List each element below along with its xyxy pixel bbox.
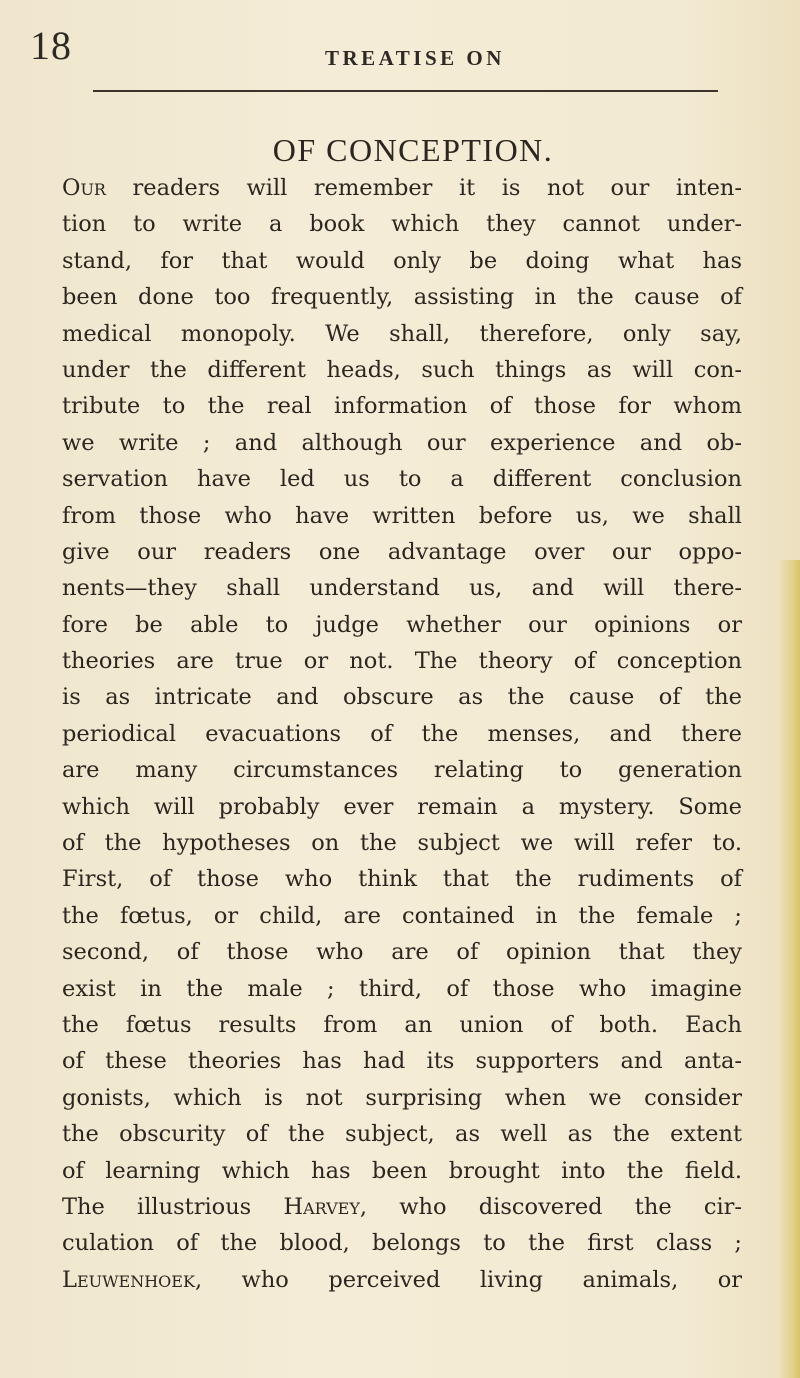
text-run: periodical evacuations of the menses, and there xyxy=(62,720,742,747)
text-run: theories are true or not. The theory of conception xyxy=(62,648,742,675)
text-line xyxy=(62,1189,742,1225)
text-line xyxy=(62,570,742,606)
text-run: tribute to the real information of those for whom xyxy=(62,393,742,420)
text-line xyxy=(62,279,742,315)
text-line xyxy=(62,825,742,861)
text-line xyxy=(62,643,742,679)
running-head xyxy=(0,12,800,72)
text-run: fore be able to judge whether our opinions or xyxy=(62,611,742,638)
small-caps-word: Our xyxy=(62,175,106,201)
text-line xyxy=(62,679,742,715)
text-run: stand, for that would only be doing what has xyxy=(62,247,742,274)
text-line xyxy=(62,1225,742,1261)
text-line xyxy=(62,352,742,388)
chapter-title: OF CONCEPTION. xyxy=(272,132,554,168)
text-line xyxy=(62,170,742,206)
text-line xyxy=(62,206,742,242)
text-line xyxy=(62,498,742,534)
text-line xyxy=(62,1007,742,1043)
text-line xyxy=(62,388,742,424)
text-run: First, of those who think that the rudiments of xyxy=(62,866,742,893)
small-caps-word: Harvey xyxy=(283,1193,360,1220)
text-line xyxy=(62,1262,742,1298)
header-rule xyxy=(93,90,718,92)
text-line xyxy=(62,461,742,497)
text-line xyxy=(62,898,742,934)
text-run: medical monopoly. We shall, therefore, only say, xyxy=(62,320,742,347)
text-line xyxy=(62,534,742,570)
text-run: give our readers one advantage over our oppo- xyxy=(62,538,742,565)
text-line xyxy=(62,607,742,643)
text-run: which will probably ever remain a mystery. Some xyxy=(62,793,742,820)
text-run: the fœtus, or child, are contained in the female ; xyxy=(62,902,742,929)
text-run: of learning which has been brought into the field. xyxy=(62,1157,742,1184)
text-run: we write ; and although our experience and ob- xyxy=(62,429,742,456)
text-line xyxy=(62,1043,742,1079)
text-run: under the different heads, such things as will con- xyxy=(62,356,742,383)
text-line xyxy=(62,425,742,461)
text-run: of these theories has had its supporters and anta- xyxy=(62,1048,742,1075)
text-line xyxy=(62,861,742,897)
text-run: nents—they shall understand us, and will there- xyxy=(62,575,742,602)
text-run: tion to write a book which they cannot under- xyxy=(62,211,742,238)
text-line xyxy=(62,971,742,1007)
text-line xyxy=(62,243,742,279)
page-edge-stain xyxy=(778,560,800,1378)
text-line xyxy=(62,934,742,970)
text-line xyxy=(62,789,742,825)
text-run: gonists, which is not surprising when we consider xyxy=(62,1084,742,1111)
text-run: are many circumstances relating to generation xyxy=(62,757,742,784)
text-run: servation have led us to a different conclusion xyxy=(62,466,742,493)
text-line xyxy=(62,1116,742,1152)
page-number: 18 xyxy=(30,23,72,68)
text-run: of the hypotheses on the subject we will refer to. xyxy=(62,830,742,857)
small-caps-word: Leuwenhoek xyxy=(62,1266,195,1293)
text-line xyxy=(62,316,742,352)
text-run: exist in the male ; third, of those who imagine xyxy=(62,975,742,1002)
text-run: readers will remember it is not our inten- xyxy=(105,175,742,201)
body-text xyxy=(62,170,742,1298)
text-run: , who discovered the cir- xyxy=(359,1193,743,1220)
text-line xyxy=(62,752,742,788)
text-line xyxy=(62,716,742,752)
text-run: culation of the blood, belongs to the first class ; xyxy=(62,1230,742,1257)
text-run: been done too frequently, assisting in the cause of xyxy=(62,284,742,311)
text-run: the fœtus results from an union of both. Each xyxy=(62,1011,742,1038)
text-run: second, of those who are of opinion that they xyxy=(62,939,742,966)
text-run: the obscurity of the subject, as well as the extent xyxy=(62,1121,742,1148)
text-run: is as intricate and obscure as the cause of the xyxy=(62,684,742,711)
text-run: , who perceived living animals, or xyxy=(194,1266,742,1293)
text-run: from those who have written before us, we shall xyxy=(62,502,742,529)
running-title: TREATISE ON xyxy=(325,46,505,70)
text-line xyxy=(62,1080,742,1116)
text-run: The illustrious xyxy=(62,1193,284,1220)
text-line xyxy=(62,1153,742,1189)
